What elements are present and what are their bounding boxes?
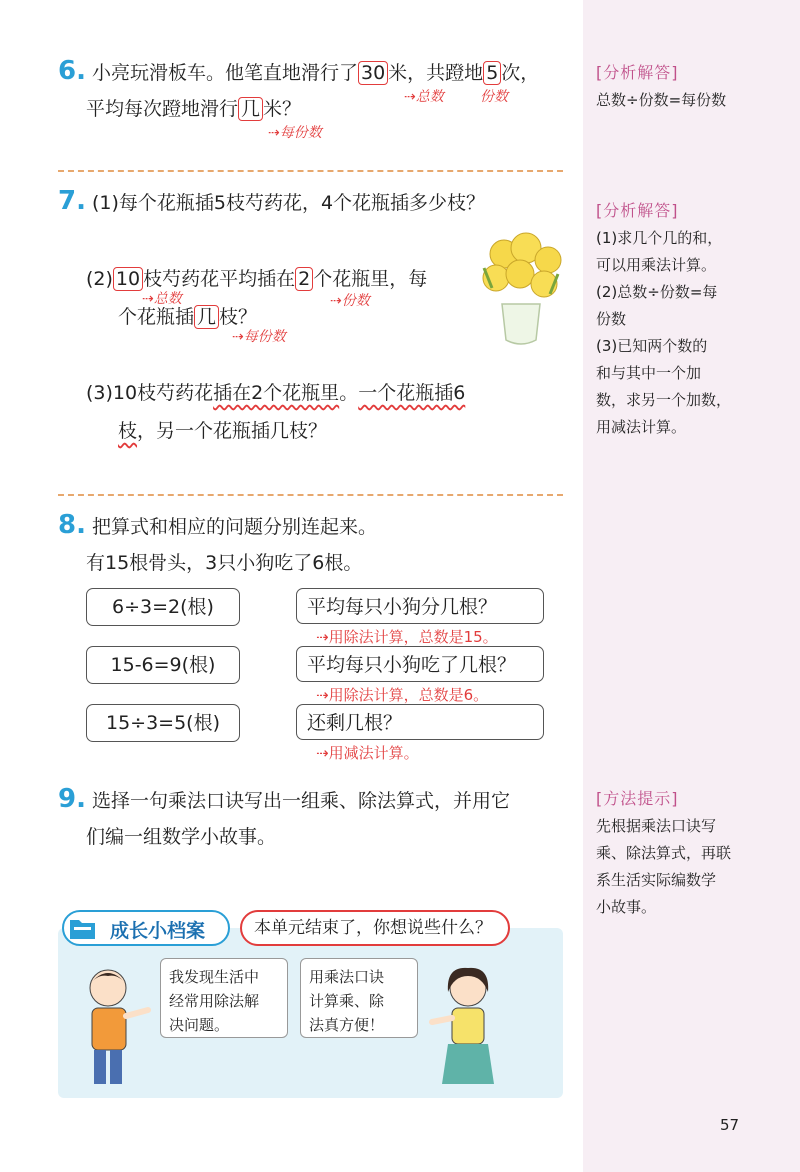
question-6-line1: 6. 小亮玩滑板车。他笔直地滑行了 30 米，共蹬地 5 次， <box>58 56 540 86</box>
question-9-line1: 9. 选择一句乘法口诀写出一组乘、除法算式，并用它 <box>58 784 510 814</box>
page-number: 57 <box>720 1116 740 1134</box>
hint-text: ⇢用减法计算。 <box>316 744 419 762</box>
boy-illustration <box>78 962 158 1094</box>
calc-box[interactable]: 15÷3=5(根) <box>86 704 240 742</box>
question-8-context: 有15根骨头，3只小狗吃了6根。 <box>86 552 363 574</box>
question-number: 9. <box>58 784 86 814</box>
question-box[interactable]: 还剩几根？ <box>296 704 544 740</box>
given-total: 30 <box>358 61 388 85</box>
tip-text: 总数÷份数=每份数 <box>596 91 727 109</box>
annotation-each: ⇢每份数 <box>268 125 322 141</box>
tip-text: 先根据乘法口诀写 乘、除法算式，再联 系生活实际编数学 小故事。 <box>596 817 732 916</box>
growth-prompt: 本单元结束了，你想说些什么？ <box>240 910 510 946</box>
question-7-part1: 7. (1)每个花瓶插5枝芍药花，4个花瓶插多少枝？ <box>58 186 486 216</box>
question-box[interactable]: 平均每只小狗分几根？ <box>296 588 544 624</box>
annotation-parts: 份数 <box>480 89 508 105</box>
girl-illustration <box>424 962 514 1094</box>
question-number: 7. <box>58 186 86 216</box>
growth-title: 成长小档案 <box>110 920 206 942</box>
annotation-parts: ⇢份数 <box>330 293 370 309</box>
section-divider <box>58 494 563 496</box>
folder-icon <box>68 914 98 942</box>
question-7-part2-line2: 个花瓶插 几 枝？ <box>118 306 258 328</box>
sidebar-panel <box>583 0 800 1172</box>
tip-title: [方法提示] <box>596 789 679 808</box>
annotation-total: ⇢总数 <box>404 89 444 105</box>
calc-box[interactable]: 15-6=9(根) <box>86 646 240 684</box>
flower-vase-illustration <box>474 228 568 350</box>
tip-title: [分析解答] <box>596 63 679 82</box>
boy-speech-bubble: 我发现生活中 经常用除法解 决问题。 <box>160 958 288 1038</box>
question-9-line2: 们编一组数学小故事。 <box>86 826 277 848</box>
question-6-line2: 平均每次蹬地滑行 几 米？ <box>86 98 302 120</box>
tip-text: (1)求几个几的和， 可以用乘法计算。 (2)总数÷份数=每 份数 (3)已知两个数的 和与其中一个加 数，求另一个加数， 用减法计算。 <box>596 229 732 436</box>
tip-title: [分析解答] <box>596 201 679 220</box>
sidebar-tip-9 <box>596 786 792 921</box>
question-7-part3-line1: (3)10枝芍药花插在2个花瓶里。一个花瓶插6 <box>86 382 466 404</box>
girl-speech-bubble: 用乘法口诀 计算乘、除 法真方便！ <box>300 958 418 1038</box>
question-number: 8. <box>58 510 86 540</box>
calc-box[interactable]: 6÷3=2(根) <box>86 588 240 626</box>
annotation-total: ⇢总数 <box>142 291 182 307</box>
question-number: 6. <box>58 56 86 86</box>
sidebar-tip-6 <box>596 60 792 114</box>
section-divider <box>58 170 563 172</box>
question-box[interactable]: 平均每只小狗吃了几根？ <box>296 646 544 682</box>
question-7-part2-line1: (2) 10 枝芍药花平均插在 2 个花瓶里，每 <box>86 268 428 290</box>
annotation-each: ⇢每份数 <box>232 329 286 345</box>
sidebar-tip-7 <box>596 198 792 441</box>
unknown-each: 几 <box>238 97 263 121</box>
hint-text: ⇢用除法计算，总数是15。 <box>316 628 498 646</box>
question-8-instruction: 8. 把算式和相应的问题分别连起来。 <box>58 510 377 540</box>
question-7-part3-line2: 枝，另一个花瓶插几枝？ <box>118 420 328 442</box>
given-parts: 5 <box>483 61 501 85</box>
hint-text: ⇢用除法计算，总数是6。 <box>316 686 489 704</box>
